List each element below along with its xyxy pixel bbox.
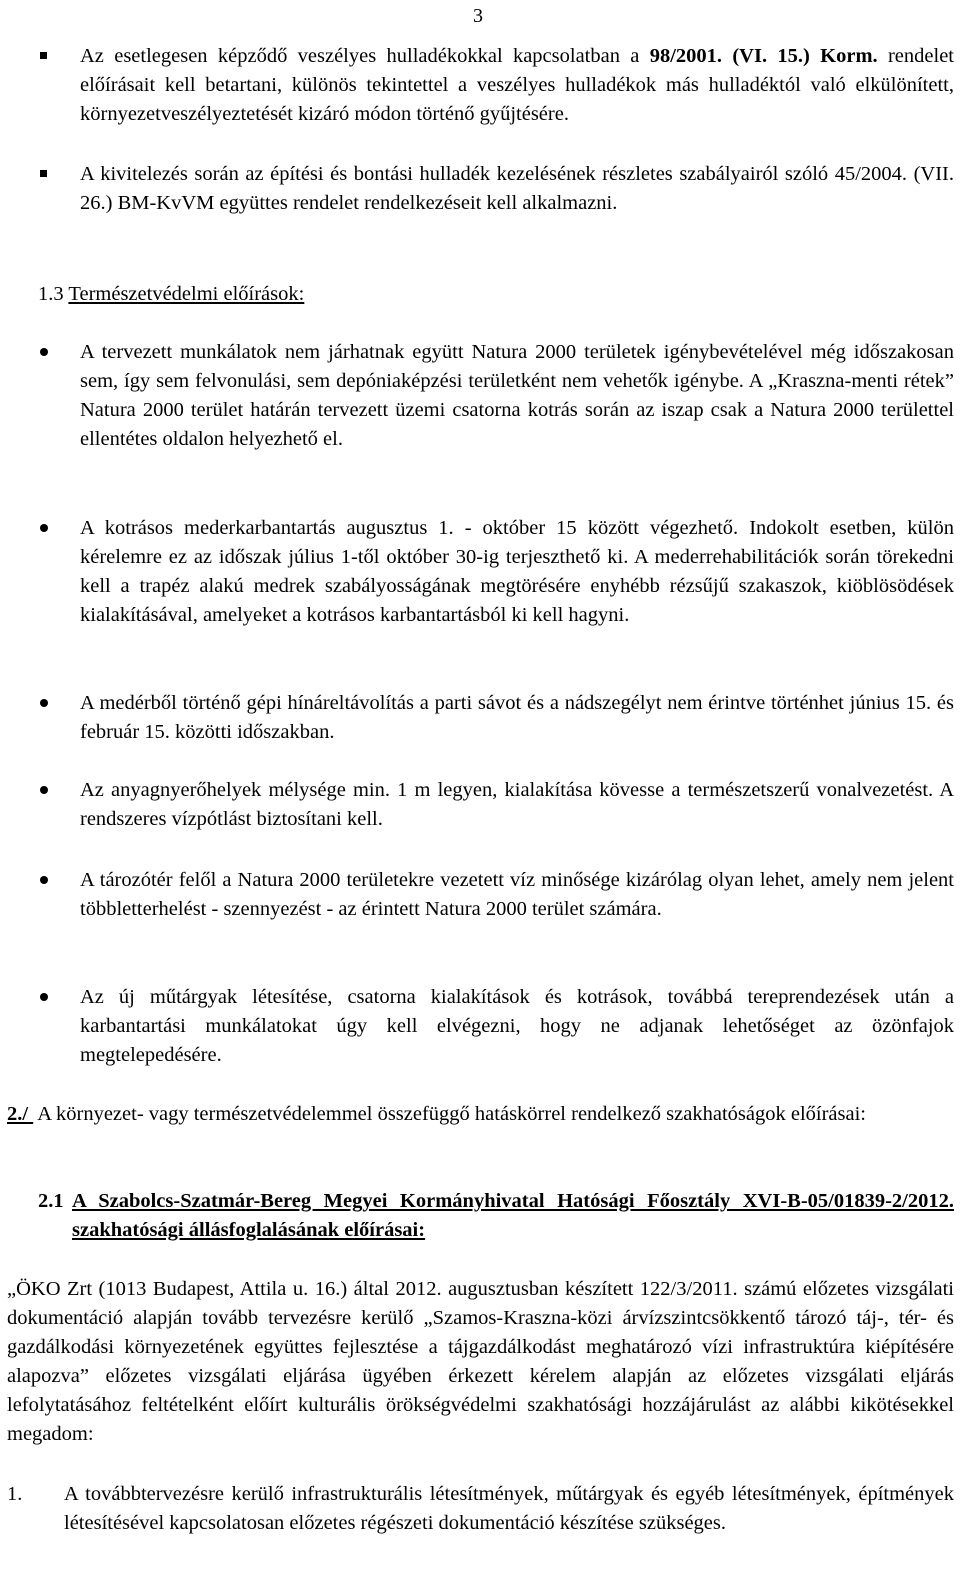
square-bullet-icon	[40, 52, 47, 59]
section-heading: 1.3 Természetvédelmi előírások:	[38, 283, 305, 305]
quote-paragraph: „ÖKO Zrt (1013 Budapest, Attila u. 16.) által 2012. augusztusban készített 122/3/2011. számú előzetes vizsgálati dokumentáció alapján tovább tervezésre kerülő „Szamos-Kraszna-közi árvízszintcsökkentő tározó táj-, tér- és gazdálkodási környezetének együttes fejlesztése a tájgazdálkodást meghatározó vízi infrastruktúra kiépítésére alapozva” előzetes vizsgálati eljárása ügyében érkezett kérelem alapján az előzetes vizsgálati eljárás lefolytatásához feltételként előírt kulturális örökségvédelmi szakhatósági hozzájárulást az alábbi kikötésekkel megadom:	[7, 1278, 954, 1445]
round-bullet-icon	[40, 786, 48, 794]
round-bullet-item: Az anyagnyerőhelyek mélysége min. 1 m legyen, kialakítása kövesse a természetszerű vonalvezetést. A rendszeres vízpótlást biztosítani kell.	[80, 779, 954, 830]
round-bullet-item: A medérből történő gépi hínáreltávolítás a parti sávot és a nádszegélyt nem érintve történhet június 15. és február 15. közötti időszakban.	[80, 692, 954, 743]
regulation-ref: 98/2001. (VI. 15.) Korm.	[649, 45, 878, 67]
section-2-1-heading: 2.1 A Szabolcs-Szatmár-Bereg Megyei Kormányhivatal Hatósági Főosztály XVI-B-05/01839-2/2012. szakhatósági állásfoglalásának előírásai:	[38, 1190, 954, 1241]
round-bullet-icon	[40, 348, 48, 356]
section-2-paragraph: 2./ A környezet- vagy természetvédelemmel összefüggő hatáskörrel rendelkező szakhatóságok előírásai:	[7, 1103, 866, 1125]
numbered-item-number: 1.	[7, 1483, 23, 1505]
round-bullet-item: A tervezett munkálatok nem járhatnak együtt Natura 2000 területek igénybevételével még időszakosan sem, így sem felvonulási, sem depóniaképzési területként nem vehetők igénybe. A „Kraszna-menti rétek” Natura 2000 terület határán tervezett üzemi csatorna kotrás során az iszap csak a Natura 2000 területtel ellentétes oldalon helyezhető el.	[80, 341, 954, 450]
numbered-item-text: A továbbtervezésre kerülő infrastrukturális létesítmények, műtárgyak és egyéb létesítmények, építmények létesítésével kapcsolatosan előzetes régészeti dokumentáció készítése szükséges.	[64, 1483, 954, 1534]
round-bullet-item: Az új műtárgyak létesítése, csatorna kialakítások és kotrások, továbbá tereprendezések után a karbantartási munkálatokat úgy kell elvégezni, hogy ne adjanak lehetőséget az özönfajok megtelepedésére.	[80, 986, 954, 1066]
round-bullet-icon	[40, 993, 48, 1001]
round-bullet-icon	[40, 524, 48, 532]
square-bullet-item: Az esetlegesen képződő veszélyes hulladékokkal kapcsolatban a 98/2001. (VI. 15.) Korm. rendelet előírásait kell betartani, különös tekintettel a veszélyes hulladékok más hulladéktól való elkülönített, környezetveszélyeztetését kizáró módon történő gyűjtésére.	[80, 45, 954, 125]
square-bullet-icon	[40, 170, 47, 177]
round-bullet-icon	[40, 699, 48, 707]
round-bullet-item: A tározótér felől a Natura 2000 területekre vezetett víz minősége kizárólag olyan lehet, amely nem jelent többletterhelést - szennyezést - az érintett Natura 2000 terület számára.	[80, 869, 954, 920]
square-bullet-item: A kivitelezés során az építési és bontási hulladék kezelésének részletes szabályairól szóló 45/2004. (VII. 26.) BM-KvVM együttes rendelet rendelkezéseit kell alkalmazni.	[80, 163, 954, 214]
page-number: 3	[473, 5, 483, 27]
round-bullet-icon	[40, 876, 48, 884]
round-bullet-item: A kotrásos mederkarbantartás augusztus 1. - október 15 között végezhető. Indokolt esetben, külön kérelemre ez az időszak július 1-től október 30-ig terjeszthető ki. A mederrehabilitációk során törekedni kell a trapéz alakú medrek szabályosságának megtörésére enyhébb rézsűjű szakaszok, kiöblösödések kialakításával, amelyeket a kotrásos karbantartásból ki kell hagyni.	[80, 517, 954, 626]
